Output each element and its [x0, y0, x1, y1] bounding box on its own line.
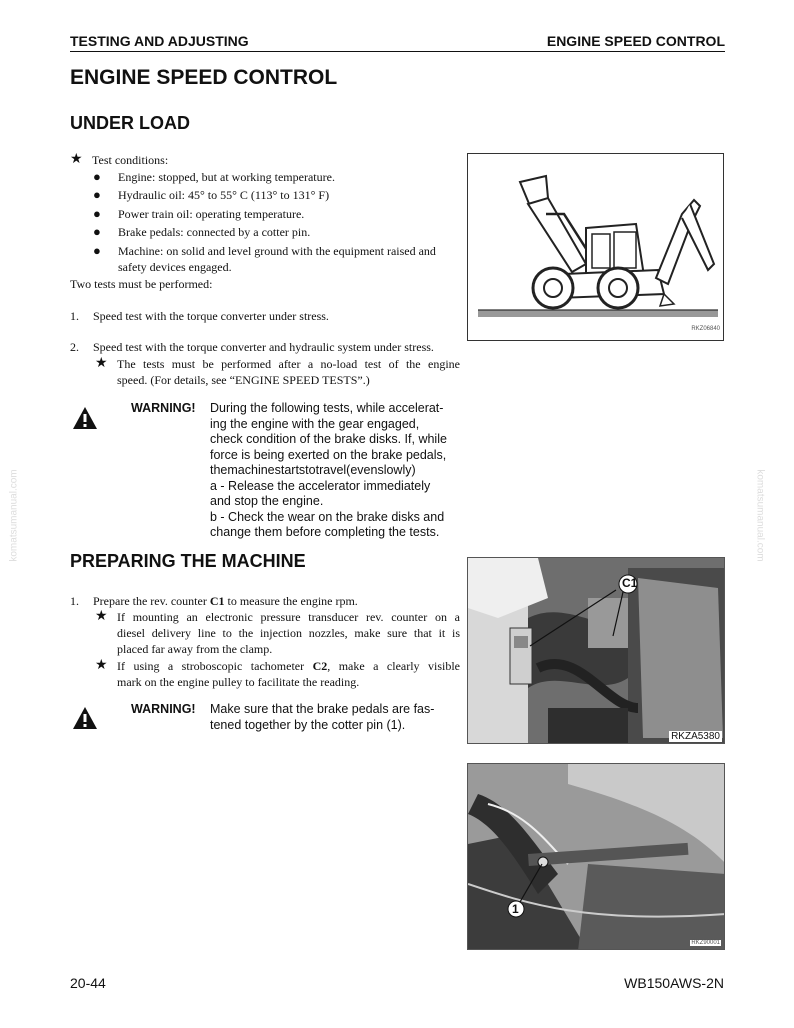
running-header	[70, 32, 725, 52]
warning-triangle-icon	[72, 406, 98, 430]
engine-rev-counter-photo	[467, 557, 725, 744]
backhoe-loader-drawing	[468, 154, 724, 341]
figure-code: RKZ06840	[691, 326, 720, 332]
backhoe-loader-figure	[467, 153, 724, 341]
condition-item-cont: safety devices engaged.	[118, 260, 232, 274]
page-title: ENGINE SPEED CONTROL	[70, 66, 338, 89]
star-icon: ★	[95, 609, 108, 624]
condition-item: ● Engine: stopped, but at working temperature.	[93, 169, 335, 184]
figure-code: RKZA5380	[671, 731, 720, 742]
warning-text-cotter-pin: Make sure that the brake pedals are fas- tened together by the cotter pin (1).	[210, 702, 435, 732]
figure-code: RKZ90001	[691, 940, 720, 946]
bullet-icon: ●	[93, 206, 101, 221]
star-icon: ★	[95, 356, 108, 371]
bullet-icon: ●	[93, 243, 101, 258]
step-1: 1. Prepare the rev. counter C1 to measure the engine rpm.	[70, 594, 358, 608]
two-tests-text: Two tests must be performed:	[70, 277, 213, 291]
bullet-icon: ●	[93, 187, 101, 202]
section-heading-under-load: UNDER LOAD	[70, 113, 190, 133]
model-code: WB150AWS-2N	[624, 975, 724, 991]
test-item-1: 1. Speed test with the torque converter under stress.	[70, 309, 329, 323]
bullet-icon: ●	[93, 224, 101, 239]
warning-label: WARNING!	[131, 702, 196, 716]
header-section: TESTING AND ADJUSTING	[70, 33, 249, 49]
star-icon: ★	[70, 152, 83, 167]
bullet-icon: ●	[93, 169, 101, 184]
warning-label: WARNING!	[131, 401, 196, 415]
note-stroboscope: ★ If using a stroboscopic tachometer C2, make a clearly visible mark on the engine pulley to facilitate the reading.	[95, 658, 461, 689]
watermark-left: komatsumanual.com	[8, 469, 20, 562]
condition-item: ● Power train oil: operating temperature.	[93, 206, 305, 221]
callout-c1: C1	[622, 576, 638, 590]
condition-item: ● Brake pedals: connected by a cotter pin.	[93, 224, 311, 239]
watermark-right: komatsumanual.com	[754, 469, 766, 562]
condition-item: ● Hydraulic oil: 45° to 55° C (113° to 131° F)	[93, 187, 330, 202]
header-topic: ENGINE SPEED CONTROL	[546, 33, 725, 49]
page-number: 20-44	[70, 975, 106, 991]
callout-1: 1	[512, 902, 519, 916]
brake-pedals-image	[468, 764, 725, 950]
warning-triangle-icon	[72, 706, 98, 730]
star-icon: ★	[95, 658, 108, 673]
note-no-load: ★ The tests must be performed after a no-load test of the engine speed. (For details, see “ENGINE SPEED TESTS”.)	[95, 356, 460, 387]
test-item-2: 2. Speed test with the torque converter and hydraulic system under stress.	[70, 340, 434, 354]
warning-text-brakes: During the following tests, while accelerat- ing the engine with the gear engaged, check condition of the brake disks. If, while force is being exerted on the brake pedals, themachinestartstotravel(evenslowly) a - Release the accelerator immediately and stop the engine. b - Check the wear on the brake disks and change them before completing the tests.	[210, 401, 447, 539]
section-heading-preparing: PREPARING THE MACHINE	[70, 551, 306, 571]
test-conditions: ★ Test conditions:	[70, 152, 169, 167]
engine-compartment-image	[468, 558, 725, 744]
condition-item: ● Machine: on solid and level ground with the equipment raised and	[93, 243, 436, 258]
brake-pedal-photo	[467, 763, 725, 950]
note-transducer: ★ If mounting an electronic pressure transducer rev. counter on a diesel delivery line to the injection nozzles, make sure that it is placed far away from the clamp.	[95, 609, 460, 656]
